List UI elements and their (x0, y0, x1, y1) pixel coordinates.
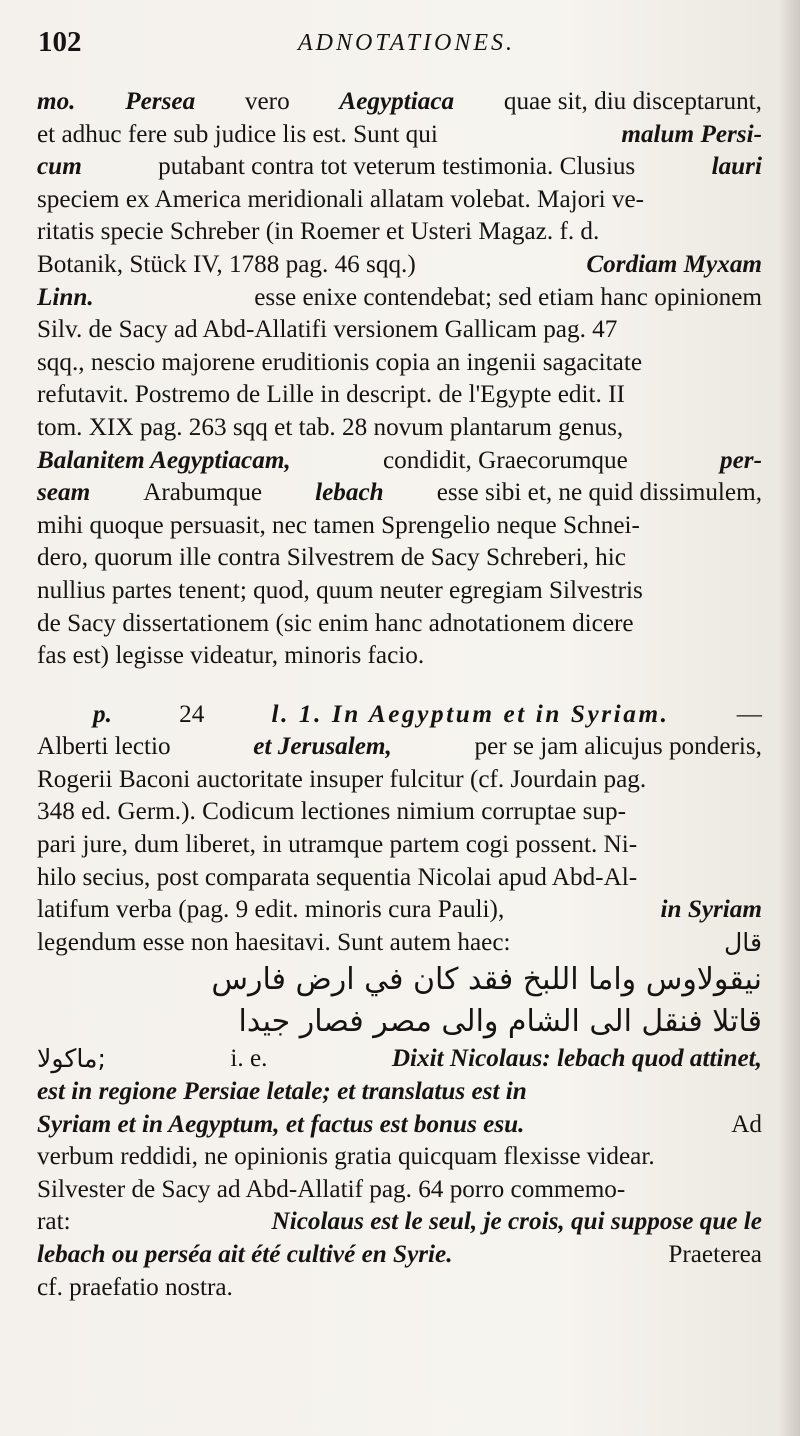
word: Aegyptiaca (339, 88, 455, 115)
text-run: Botanik, Stück IV, 1788 pag. 46 sqq.) (37, 250, 416, 278)
text-run: verbum reddidi, ne opinionis gratia quicquam flexisse videar. (37, 1143, 655, 1171)
text-line (37, 1109, 762, 1142)
word: — (736, 700, 762, 728)
text-line (37, 119, 762, 152)
text-line (37, 510, 762, 543)
text-run: esse sibi et, ne quid dissimulem, (436, 479, 762, 507)
text-line (37, 412, 762, 445)
text-line (37, 608, 762, 641)
text-run: est in regione Persiae letale; et translatus est in (37, 1078, 527, 1106)
word: per- (720, 446, 762, 474)
page-edge-shadow (778, 0, 800, 1436)
text-run: Syriam et in Aegyptum, et factus est bonus esu. (37, 1110, 525, 1138)
text-run: dero, quorum ille contra Silvestrem de Sacy Schreberi, hic (37, 544, 626, 572)
text-line (37, 184, 762, 217)
text-run: per se jam alicujus ponderis, (474, 733, 762, 761)
text-run: putabant contra tot veterum testimonia. Clusius (158, 153, 636, 181)
word: in Syriam (660, 896, 762, 924)
word: Cordiam Myxam (586, 250, 762, 278)
word: et Jerusalem, (253, 733, 392, 761)
word: rat: (37, 1208, 71, 1236)
text-line (37, 575, 762, 608)
text-run: lebach ou perséa ait été cultivé en Syrie. (37, 1241, 453, 1268)
text-line (37, 796, 762, 829)
page-number: 102 (38, 26, 82, 58)
text-line (37, 445, 762, 478)
text-run: speciem ex America meridionali allatam volebat. Majori ve- (37, 185, 645, 213)
text-run: et adhuc fere sub judice lis est. Sunt qui (37, 120, 438, 148)
text-run: de Sacy dissertationem (sic enim hanc adnotationem dicere (37, 609, 634, 637)
arabic-word: قال (723, 927, 762, 957)
word: Linn. (37, 283, 94, 311)
text-line (37, 216, 762, 249)
text-run: quae sit, diu disceptarunt, (503, 88, 762, 115)
text-run: tom. XIX pag. 263 sqq et tab. 28 novum plantarum genus, (37, 413, 624, 441)
text-run: refutavit. Postremo de Lille in descript. de l'Egypte edit. II (37, 381, 625, 409)
text-run: cf. praefatio nostra. (37, 1273, 233, 1301)
text-line (37, 1043, 762, 1076)
text-run: 348 ed. Germ.). Codicum lectiones nimium corruptae sup- (37, 798, 626, 826)
text-line (37, 829, 762, 862)
arabic-line: قاتلا فنقل الى الشام والى مصر فصار جيدا (238, 1004, 762, 1040)
text-run: fas est) legisse videatur, minoris facio. (37, 642, 425, 670)
text-line (37, 862, 762, 895)
word: 24 (179, 700, 205, 728)
text-line (37, 542, 762, 575)
word: Persea (125, 88, 196, 115)
text-line (37, 1239, 762, 1272)
text-run: nullius partes tenent; quod, quum neuter egregiam Silvestris (37, 576, 643, 604)
text-line (37, 699, 762, 732)
text-run: condidit, Graecorumque (382, 446, 628, 474)
text-line (37, 1272, 762, 1305)
word: Ad (731, 1110, 762, 1138)
text-run: mihi quoque persuasit, nec tamen Sprengelio neque Schnei- (37, 511, 640, 539)
word: l. 1. In Aegyptum et in Syriam. (271, 700, 670, 728)
text-run: sqq., nescio majorene eruditionis copia an ingenii sagacitate (37, 348, 643, 376)
word: p. (93, 700, 112, 728)
text-line (37, 86, 762, 119)
running-title: ADNOTATIONES. (298, 30, 516, 56)
word: Praeterea (668, 1241, 762, 1268)
word: lebach (315, 479, 384, 507)
text-run: latifum verba (pag. 9 edit. minoris cura Pauli), (37, 896, 505, 924)
text-run: pari jure, dum liberet, in utramque partem cogi possent. Ni- (37, 831, 638, 859)
text-run: ritatis specie Schreber (in Roemer et Usteri Magaz. f. d. (37, 218, 600, 246)
paragraph-gap (37, 673, 762, 699)
page-header (38, 26, 760, 66)
word: vero (244, 88, 290, 115)
text-line (37, 314, 762, 347)
text-line (37, 347, 762, 380)
text-line (37, 731, 762, 764)
text-line (37, 640, 762, 673)
word: seam (37, 479, 91, 507)
word: i. e. (230, 1045, 268, 1073)
word: malum Persi- (621, 120, 762, 148)
text-run: hilo secius, post comparata sequentia Nicolai apud Abd-Al- (37, 863, 638, 891)
word: Balanitem Aegyptiacam, (37, 446, 291, 474)
text-run: Rogerii Baconi auctoritate insuper fulcitur (cf. Jourdain pag. (37, 765, 647, 793)
text-line (37, 379, 762, 412)
text-line (37, 282, 762, 315)
text-line (37, 477, 762, 510)
text-line (37, 151, 762, 184)
word: Arabumque (143, 479, 263, 507)
text-line (37, 1174, 762, 1207)
text-run: Silv. de Sacy ad Abd-Allatifi versionem Gallicam pag. 47 (37, 316, 618, 344)
text-run: Silvester de Sacy ad Abd-Allatif pag. 64 porro commemo- (37, 1175, 626, 1203)
text-run: esse enixe contendebat; sed etiam hanc opinionem (254, 283, 762, 311)
word: cum (37, 153, 82, 181)
arabic-word: ماكولا; (37, 1044, 107, 1074)
word: Alberti lectio (37, 733, 171, 761)
text-line (37, 1076, 762, 1109)
word: lauri (711, 153, 762, 181)
text-run: Dixit Nicolaus: lebach quod attinet, (391, 1045, 762, 1073)
text-line (37, 1141, 762, 1174)
text-line (37, 249, 762, 282)
text-run: Nicolaus est le seul, je crois, qui suppose que le (271, 1208, 762, 1236)
word: mo. (37, 88, 76, 115)
body-text (37, 86, 762, 1304)
arabic-line: نيقولاوس واما اللبخ فقد كان في ارض فارس (211, 962, 762, 998)
text-line (37, 1206, 762, 1239)
text-line (37, 764, 762, 797)
text-line (37, 927, 762, 960)
text-run: legendum esse non haesitavi. Sunt autem haec: (37, 928, 511, 956)
text-line (37, 894, 762, 927)
